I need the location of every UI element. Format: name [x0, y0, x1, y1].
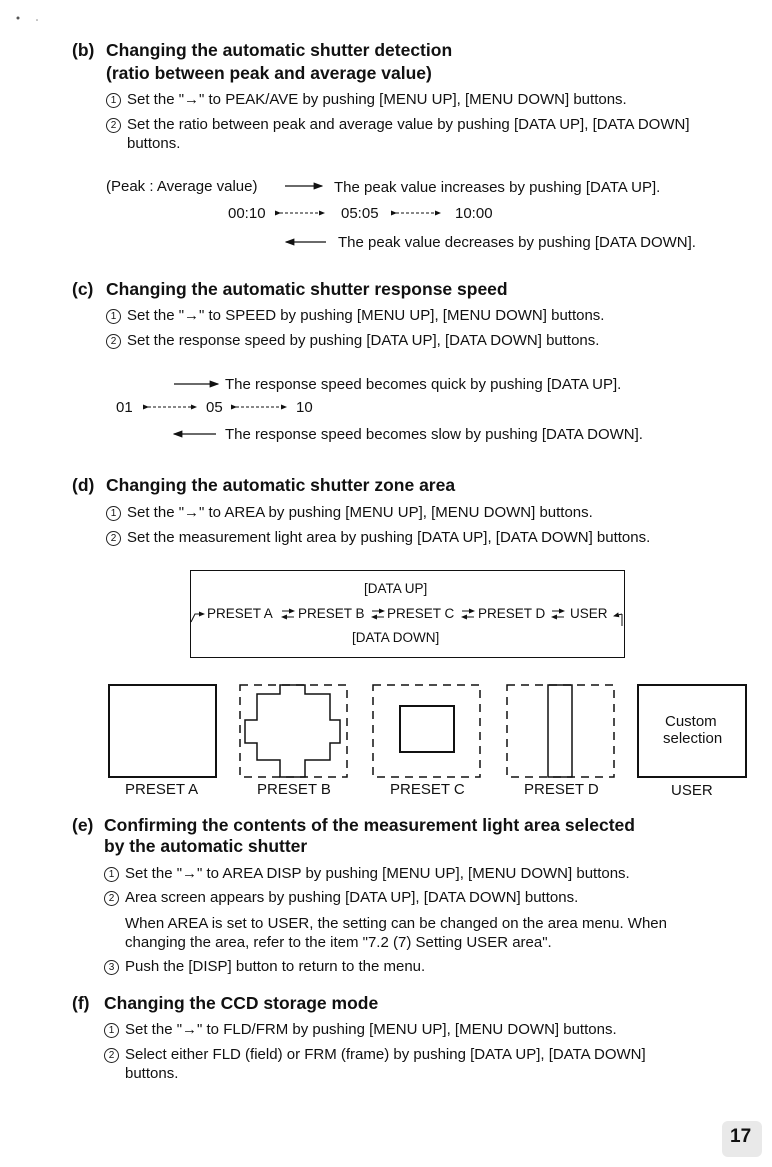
ratio-label: (Peak : Average value): [106, 178, 258, 195]
section-b-step1: 1 Set the "→" to PEAK/AVE by pushing [MENU UP], [MENU DOWN] buttons.: [106, 91, 627, 108]
preset-a-label: PRESET A: [125, 781, 199, 798]
speed-value-2: 05: [206, 399, 223, 416]
ratio-value-1: 00:10: [228, 205, 266, 222]
preset-d-frame: [507, 685, 614, 777]
user-area-box: [638, 685, 746, 777]
section-e-step2: 2 Area screen appears by pushing [DATA UP], [DATA DOWN] buttons.: [104, 889, 578, 906]
section-f-label: (f): [72, 993, 90, 1013]
section-e-step3: 3 Push the [DISP] button to return to the menu.: [104, 958, 425, 975]
speed-quick-text: The response speed becomes quick by pushing [DATA UP].: [225, 376, 622, 393]
step-number: 2: [106, 334, 121, 349]
section-c-step1: 1 Set the "→" to SPEED by pushing [MENU UP], [MENU DOWN] buttons.: [106, 307, 604, 324]
preset-d-area-strip: [548, 685, 572, 777]
step-number: 3: [104, 960, 119, 975]
preset-b-label: PRESET B: [257, 781, 331, 798]
preset-b-frame: [240, 685, 347, 777]
section-f-step1: 1 Set the "→" to FLD/FRM by pushing [MENU UP], [MENU DOWN] buttons.: [104, 1021, 617, 1038]
section-b-label: (b): [72, 40, 95, 60]
section-e-note-line1: When AREA is set to USER, the setting can be changed on the area menu. When: [125, 915, 667, 932]
section-e-heading: Confirming the contents of the measurement light area selected: [104, 815, 635, 835]
preset-c-label: PRESET C: [390, 781, 465, 798]
cycle-arrow-d-user: [552, 611, 564, 617]
step-number: 1: [104, 867, 119, 882]
peak-increase-text: The peak value increases by pushing [DATA UP].: [334, 179, 661, 196]
cycle-arrow-a-b: [282, 611, 294, 617]
section-b-heading: Changing the automatic shutter detection: [106, 40, 453, 60]
step-number: 2: [106, 118, 121, 133]
user-label: USER: [671, 782, 713, 799]
step-number: 1: [106, 309, 121, 324]
preset-c-frame: [373, 685, 480, 777]
section-d-step1: 1 Set the "→" to AREA by pushing [MENU UP], [MENU DOWN] buttons.: [106, 504, 593, 521]
custom-selection-line1: Custom: [665, 713, 717, 730]
section-f-heading: Changing the CCD storage mode: [104, 993, 379, 1013]
section-c-step2: 2 Set the response speed by pushing [DATA UP], [DATA DOWN] buttons.: [106, 332, 599, 349]
section-e-step1: 1 Set the "→" to AREA DISP by pushing [MENU UP], [MENU DOWN] buttons.: [104, 865, 630, 882]
section-f-step2: 2 Select either FLD (field) or FRM (frame) by pushing [DATA UP], [DATA DOWN]: [104, 1046, 646, 1063]
cycle-arrow-into-a: [191, 614, 204, 622]
step-number: 2: [104, 891, 119, 906]
step-number: 1: [106, 93, 121, 108]
preset-c-area-box: [400, 706, 454, 752]
preset-b-area-shape: [245, 685, 340, 777]
page-number: 17: [730, 1126, 752, 1147]
custom-selection-line2: selection: [663, 730, 723, 747]
cycle-item-preset-c: PRESET C: [387, 606, 455, 621]
section-e-note-line2: changing the area, refer to the item "7.2 (7) Setting USER area".: [125, 934, 552, 951]
speed-slow-text: The response speed becomes slow by pushing [DATA DOWN].: [225, 426, 643, 443]
section-d-heading: Changing the automatic shutter zone area: [106, 475, 456, 495]
cycle-arrow-user-back: [614, 614, 622, 626]
preset-a-area-box: [109, 685, 216, 777]
cycle-item-preset-b: PRESET B: [298, 606, 365, 621]
section-f-step2-cont: buttons.: [125, 1065, 179, 1082]
cycle-arrow-b-c: [372, 611, 384, 617]
peak-decrease-text: The peak value decreases by pushing [DATA DOWN].: [338, 234, 696, 251]
section-b-step2: 2 Set the ratio between peak and average value by pushing [DATA UP], [DATA DOWN]: [106, 116, 690, 133]
speed-value-3: 10: [296, 399, 313, 416]
speck-mark: [17, 17, 20, 20]
step-number: 2: [106, 531, 121, 546]
section-d-label: (d): [72, 475, 95, 495]
cycle-data-up-label: [DATA UP]: [364, 581, 428, 596]
ratio-value-3: 10:00: [455, 205, 493, 222]
section-b-step2-cont: buttons.: [127, 135, 181, 152]
cycle-item-preset-d: PRESET D: [478, 606, 546, 621]
section-b-heading-sub: (ratio between peak and average value): [106, 63, 432, 83]
preset-d-label: PRESET D: [524, 781, 599, 798]
cycle-item-preset-a: PRESET A: [207, 606, 273, 621]
section-d-step2: 2 Set the measurement light area by pushing [DATA UP], [DATA DOWN] buttons.: [106, 529, 650, 546]
cycle-data-down-label: [DATA DOWN]: [352, 630, 440, 645]
speck-mark: [36, 19, 38, 21]
cycle-item-user: USER: [570, 606, 608, 621]
ratio-value-2: 05:05: [341, 205, 379, 222]
speed-value-1: 01: [116, 399, 133, 416]
section-e-label: (e): [72, 815, 94, 835]
step-number: 1: [106, 506, 121, 521]
section-c-heading: Changing the automatic shutter response speed: [106, 279, 508, 299]
section-e-heading-sub: by the automatic shutter: [104, 836, 308, 856]
step-number: 1: [104, 1023, 119, 1038]
section-c-label: (c): [72, 279, 94, 299]
step-number: 2: [104, 1048, 119, 1063]
cycle-arrow-c-d: [462, 611, 474, 617]
